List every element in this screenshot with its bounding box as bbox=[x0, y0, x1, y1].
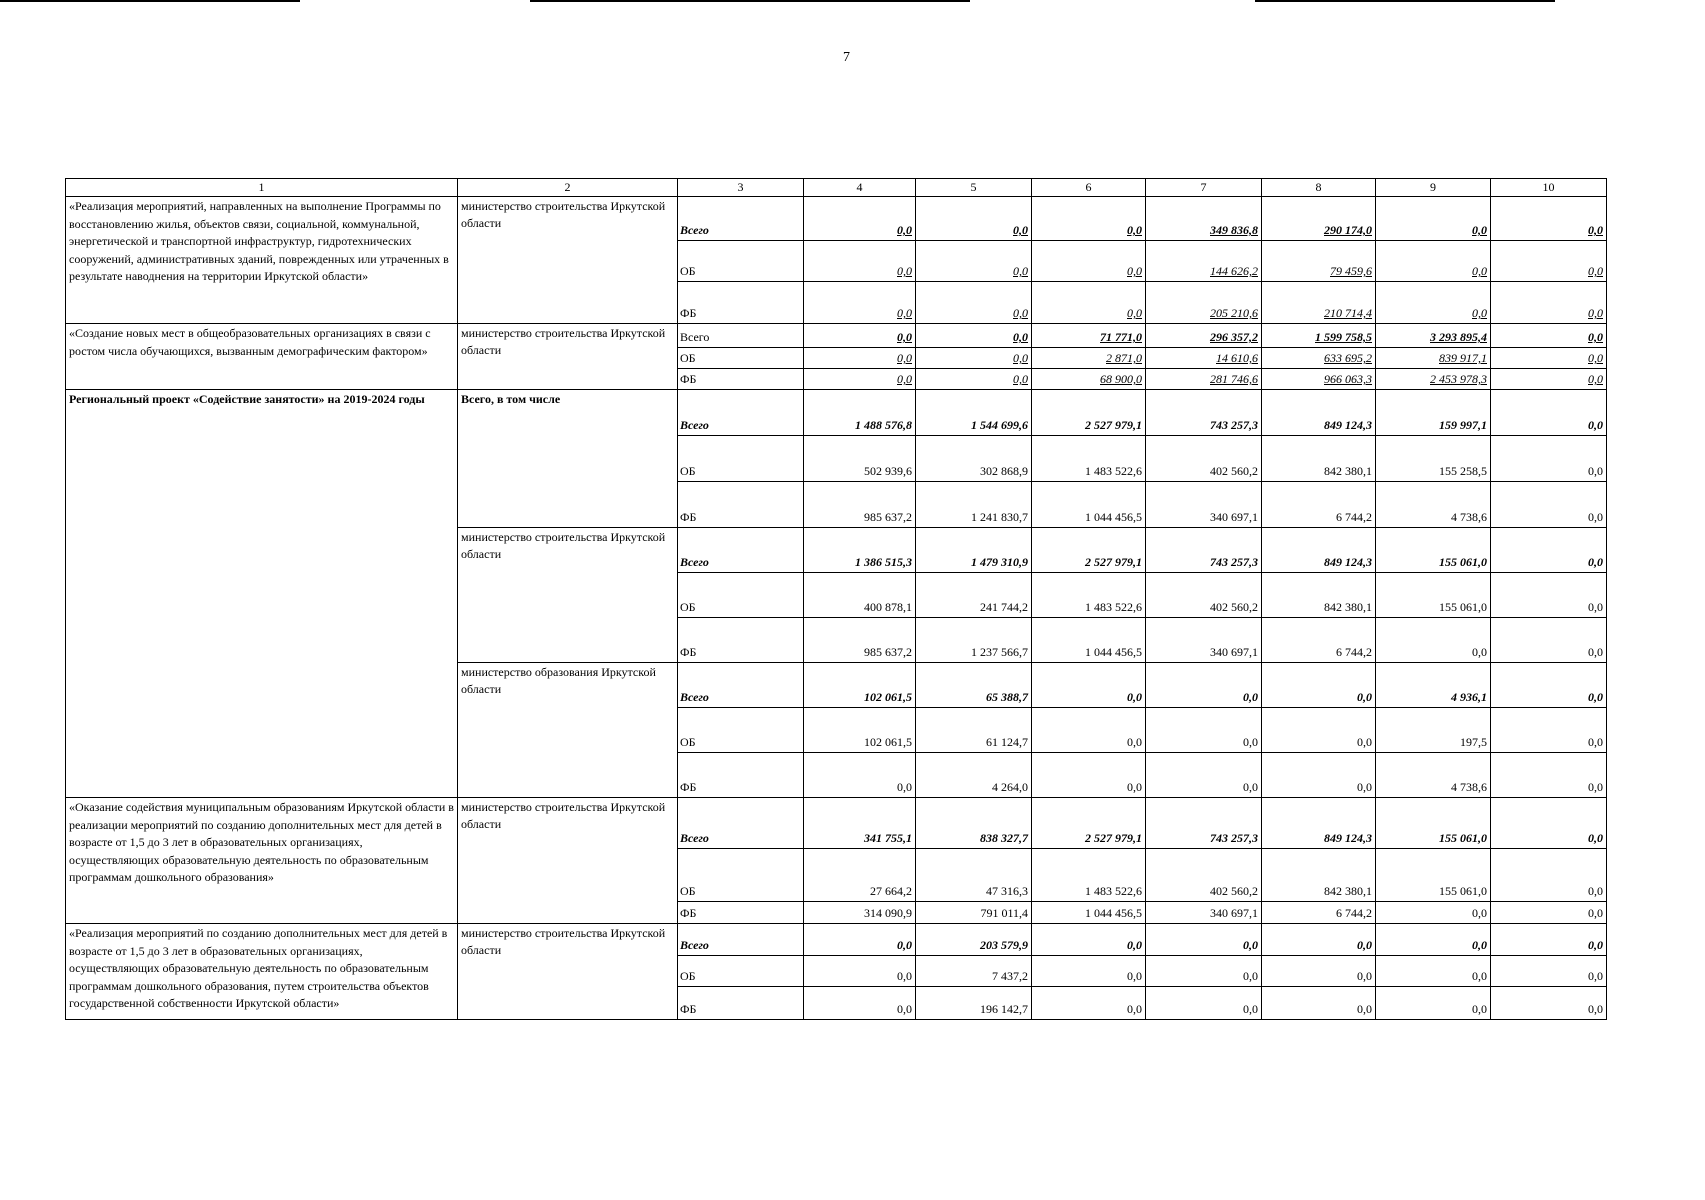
amount-cell: 0,0 bbox=[804, 753, 916, 798]
amount-cell: 0,0 bbox=[1491, 369, 1607, 390]
column-header: 3 bbox=[678, 179, 804, 197]
amount-cell: 2 453 978,3 bbox=[1376, 369, 1491, 390]
amount-cell: 0,0 bbox=[1146, 708, 1262, 753]
scan-edge-line bbox=[1255, 0, 1555, 2]
amount-cell: 0,0 bbox=[804, 241, 916, 282]
amount-cell: 849 124,3 bbox=[1262, 528, 1376, 573]
funding-source: ОБ bbox=[678, 436, 804, 482]
amount-cell: 6 744,2 bbox=[1262, 618, 1376, 663]
amount-cell: 0,0 bbox=[916, 369, 1032, 390]
amount-cell: 0,0 bbox=[1491, 956, 1607, 987]
amount-cell: 0,0 bbox=[1376, 241, 1491, 282]
table-row bbox=[66, 924, 1607, 956]
responsible-executor: министерство строительства Иркутской области bbox=[458, 324, 678, 390]
amount-cell: 14 610,6 bbox=[1146, 348, 1262, 369]
amount-cell: 1 483 522,6 bbox=[1032, 436, 1146, 482]
funding-source: ФБ bbox=[678, 282, 804, 324]
funding-source: ОБ bbox=[678, 573, 804, 618]
amount-cell: 400 878,1 bbox=[804, 573, 916, 618]
amount-cell: 0,0 bbox=[916, 348, 1032, 369]
amount-cell: 0,0 bbox=[1491, 663, 1607, 708]
responsible-executor: министерство строительства Иркутской области bbox=[458, 197, 678, 324]
scan-edge-line bbox=[530, 0, 970, 2]
amount-cell: 502 939,6 bbox=[804, 436, 916, 482]
funding-source: ОБ bbox=[678, 241, 804, 282]
funding-source: ФБ bbox=[678, 753, 804, 798]
funding-source: ФБ bbox=[678, 618, 804, 663]
amount-cell: 340 697,1 bbox=[1146, 618, 1262, 663]
amount-cell: 0,0 bbox=[1491, 708, 1607, 753]
amount-cell: 0,0 bbox=[1491, 798, 1607, 849]
amount-cell: 102 061,5 bbox=[804, 663, 916, 708]
amount-cell: 2 871,0 bbox=[1032, 348, 1146, 369]
funding-source: ФБ bbox=[678, 987, 804, 1020]
amount-cell: 0,0 bbox=[1032, 282, 1146, 324]
amount-cell: 0,0 bbox=[1146, 663, 1262, 708]
activity-description: «Оказание содействия муниципальным образованиям Иркутской области в реализации мероприятий по созданию дополнительных мест для детей в возрасте от 1,5 до 3 лет в образовательных организациях, осуществляющих образовательную деятельность по образовательным программам дошкольного образования» bbox=[66, 798, 458, 924]
responsible-executor: министерство строительства Иркутской области bbox=[458, 528, 678, 663]
amount-cell: 849 124,3 bbox=[1262, 798, 1376, 849]
amount-cell: 743 257,3 bbox=[1146, 390, 1262, 436]
funding-source: ФБ bbox=[678, 902, 804, 924]
amount-cell: 0,0 bbox=[1376, 197, 1491, 241]
amount-cell: 314 090,9 bbox=[804, 902, 916, 924]
amount-cell: 0,0 bbox=[1376, 282, 1491, 324]
amount-cell: 0,0 bbox=[1491, 282, 1607, 324]
funding-source: ФБ bbox=[678, 369, 804, 390]
amount-cell: 0,0 bbox=[804, 324, 916, 348]
amount-cell: 966 063,3 bbox=[1262, 369, 1376, 390]
amount-cell: 3 293 895,4 bbox=[1376, 324, 1491, 348]
amount-cell: 6 744,2 bbox=[1262, 482, 1376, 528]
amount-cell: 0,0 bbox=[916, 241, 1032, 282]
amount-cell: 71 771,0 bbox=[1032, 324, 1146, 348]
amount-cell: 0,0 bbox=[1491, 902, 1607, 924]
amount-cell: 1 044 456,5 bbox=[1032, 902, 1146, 924]
funding-source: Всего bbox=[678, 798, 804, 849]
amount-cell: 0,0 bbox=[1376, 956, 1491, 987]
amount-cell: 0,0 bbox=[1262, 708, 1376, 753]
amount-cell: 4 738,6 bbox=[1376, 482, 1491, 528]
amount-cell: 0,0 bbox=[804, 956, 916, 987]
amount-cell: 155 061,0 bbox=[1376, 849, 1491, 902]
column-header: 2 bbox=[458, 179, 678, 197]
amount-cell: 155 061,0 bbox=[1376, 573, 1491, 618]
amount-cell: 1 044 456,5 bbox=[1032, 618, 1146, 663]
amount-cell: 0,0 bbox=[1491, 924, 1607, 956]
amount-cell: 6 744,2 bbox=[1262, 902, 1376, 924]
funding-source: Всего bbox=[678, 528, 804, 573]
amount-cell: 0,0 bbox=[1376, 618, 1491, 663]
amount-cell: 0,0 bbox=[1146, 956, 1262, 987]
scan-edge-line bbox=[0, 0, 300, 2]
amount-cell: 0,0 bbox=[1491, 324, 1607, 348]
amount-cell: 0,0 bbox=[1032, 753, 1146, 798]
column-header: 6 bbox=[1032, 179, 1146, 197]
amount-cell: 0,0 bbox=[1491, 482, 1607, 528]
amount-cell: 0,0 bbox=[804, 987, 916, 1020]
amount-cell: 349 836,8 bbox=[1146, 197, 1262, 241]
activity-description: «Создание новых мест в общеобразовательных организациях в связи с ростом числа обучающихся, вызванным демографическим фактором» bbox=[66, 324, 458, 390]
amount-cell: 341 755,1 bbox=[804, 798, 916, 849]
table-row bbox=[66, 798, 1607, 849]
amount-cell: 210 714,4 bbox=[1262, 282, 1376, 324]
amount-cell: 1 241 830,7 bbox=[916, 482, 1032, 528]
amount-cell: 1 483 522,6 bbox=[1032, 573, 1146, 618]
amount-cell: 68 900,0 bbox=[1032, 369, 1146, 390]
amount-cell: 340 697,1 bbox=[1146, 482, 1262, 528]
page-number: 7 bbox=[843, 50, 850, 65]
amount-cell: 743 257,3 bbox=[1146, 798, 1262, 849]
funding-source: Всего bbox=[678, 197, 804, 241]
amount-cell: 0,0 bbox=[1262, 663, 1376, 708]
column-header: 9 bbox=[1376, 179, 1491, 197]
amount-cell: 144 626,2 bbox=[1146, 241, 1262, 282]
amount-cell: 842 380,1 bbox=[1262, 849, 1376, 902]
amount-cell: 839 917,1 bbox=[1376, 348, 1491, 369]
amount-cell: 203 579,9 bbox=[916, 924, 1032, 956]
funding-source: ОБ bbox=[678, 708, 804, 753]
amount-cell: 0,0 bbox=[1491, 528, 1607, 573]
amount-cell: 0,0 bbox=[1032, 241, 1146, 282]
amount-cell: 0,0 bbox=[1146, 753, 1262, 798]
amount-cell: 281 746,6 bbox=[1146, 369, 1262, 390]
table-row bbox=[66, 324, 1607, 348]
amount-cell: 0,0 bbox=[1491, 618, 1607, 663]
amount-cell: 0,0 bbox=[1032, 987, 1146, 1020]
amount-cell: 1 479 310,9 bbox=[916, 528, 1032, 573]
column-number-row bbox=[66, 179, 1607, 197]
amount-cell: 0,0 bbox=[804, 924, 916, 956]
amount-cell: 842 380,1 bbox=[1262, 436, 1376, 482]
amount-cell: 402 560,2 bbox=[1146, 573, 1262, 618]
amount-cell: 155 258,5 bbox=[1376, 436, 1491, 482]
amount-cell: 0,0 bbox=[1032, 708, 1146, 753]
amount-cell: 0,0 bbox=[1491, 573, 1607, 618]
responsible-executor: Всего, в том числе bbox=[458, 390, 678, 528]
amount-cell: 0,0 bbox=[1032, 663, 1146, 708]
amount-cell: 155 061,0 bbox=[1376, 528, 1491, 573]
amount-cell: 633 695,2 bbox=[1262, 348, 1376, 369]
column-header: 7 bbox=[1146, 179, 1262, 197]
column-header: 4 bbox=[804, 179, 916, 197]
amount-cell: 0,0 bbox=[1032, 924, 1146, 956]
amount-cell: 791 011,4 bbox=[916, 902, 1032, 924]
amount-cell: 0,0 bbox=[1491, 241, 1607, 282]
table-body bbox=[66, 179, 1607, 1020]
amount-cell: 159 997,1 bbox=[1376, 390, 1491, 436]
responsible-executor: министерство строительства Иркутской области bbox=[458, 924, 678, 1020]
amount-cell: 205 210,6 bbox=[1146, 282, 1262, 324]
amount-cell: 0,0 bbox=[804, 282, 916, 324]
amount-cell: 0,0 bbox=[804, 348, 916, 369]
amount-cell: 0,0 bbox=[1491, 390, 1607, 436]
funding-source: Всего bbox=[678, 924, 804, 956]
amount-cell: 0,0 bbox=[804, 197, 916, 241]
amount-cell: 402 560,2 bbox=[1146, 849, 1262, 902]
amount-cell: 1 483 522,6 bbox=[1032, 849, 1146, 902]
funding-source: Всего bbox=[678, 663, 804, 708]
amount-cell: 0,0 bbox=[1146, 987, 1262, 1020]
amount-cell: 27 664,2 bbox=[804, 849, 916, 902]
amount-cell: 1 386 515,3 bbox=[804, 528, 916, 573]
column-header: 10 bbox=[1491, 179, 1607, 197]
amount-cell: 65 388,7 bbox=[916, 663, 1032, 708]
amount-cell: 4 264,0 bbox=[916, 753, 1032, 798]
amount-cell: 241 744,2 bbox=[916, 573, 1032, 618]
activity-description: Региональный проект «Содействие занятости» на 2019-2024 годы bbox=[66, 390, 458, 798]
amount-cell: 0,0 bbox=[1376, 924, 1491, 956]
amount-cell: 1 544 699,6 bbox=[916, 390, 1032, 436]
amount-cell: 1 599 758,5 bbox=[1262, 324, 1376, 348]
amount-cell: 0,0 bbox=[1491, 849, 1607, 902]
amount-cell: 79 459,6 bbox=[1262, 241, 1376, 282]
table-row bbox=[66, 390, 1607, 436]
amount-cell: 1 237 566,7 bbox=[916, 618, 1032, 663]
amount-cell: 61 124,7 bbox=[916, 708, 1032, 753]
amount-cell: 0,0 bbox=[916, 197, 1032, 241]
amount-cell: 849 124,3 bbox=[1262, 390, 1376, 436]
amount-cell: 0,0 bbox=[1376, 987, 1491, 1020]
amount-cell: 0,0 bbox=[1262, 956, 1376, 987]
amount-cell: 0,0 bbox=[1491, 753, 1607, 798]
amount-cell: 155 061,0 bbox=[1376, 798, 1491, 849]
amount-cell: 2 527 979,1 bbox=[1032, 798, 1146, 849]
amount-cell: 2 527 979,1 bbox=[1032, 528, 1146, 573]
amount-cell: 0,0 bbox=[1032, 197, 1146, 241]
amount-cell: 1 044 456,5 bbox=[1032, 482, 1146, 528]
amount-cell: 0,0 bbox=[1262, 753, 1376, 798]
amount-cell: 0,0 bbox=[804, 369, 916, 390]
funding-source: ОБ bbox=[678, 849, 804, 902]
responsible-executor: министерство образования Иркутской области bbox=[458, 663, 678, 798]
amount-cell: 7 437,2 bbox=[916, 956, 1032, 987]
amount-cell: 102 061,5 bbox=[804, 708, 916, 753]
amount-cell: 0,0 bbox=[1262, 987, 1376, 1020]
funding-source: ОБ bbox=[678, 956, 804, 987]
amount-cell: 2 527 979,1 bbox=[1032, 390, 1146, 436]
funding-source: Всего bbox=[678, 390, 804, 436]
table-row bbox=[66, 197, 1607, 241]
amount-cell: 302 868,9 bbox=[916, 436, 1032, 482]
amount-cell: 0,0 bbox=[1491, 197, 1607, 241]
amount-cell: 0,0 bbox=[1262, 924, 1376, 956]
amount-cell: 196 142,7 bbox=[916, 987, 1032, 1020]
amount-cell: 0,0 bbox=[1491, 436, 1607, 482]
amount-cell: 743 257,3 bbox=[1146, 528, 1262, 573]
amount-cell: 0,0 bbox=[1146, 924, 1262, 956]
funding-source: Всего bbox=[678, 324, 804, 348]
amount-cell: 0,0 bbox=[1032, 956, 1146, 987]
amount-cell: 985 637,2 bbox=[804, 618, 916, 663]
amount-cell: 0,0 bbox=[1491, 987, 1607, 1020]
amount-cell: 4 738,6 bbox=[1376, 753, 1491, 798]
amount-cell: 402 560,2 bbox=[1146, 436, 1262, 482]
budget-table-wrapper bbox=[65, 178, 1606, 1020]
amount-cell: 985 637,2 bbox=[804, 482, 916, 528]
activity-description: «Реализация мероприятий по созданию дополнительных мест для детей в возрасте от 1,5 до 3 лет в образовательных организациях, осуществляющих образовательную деятельность по образовательным программам дошкольного образования, путем строительства объектов государственной собственности Иркутской области» bbox=[66, 924, 458, 1020]
amount-cell: 197,5 bbox=[1376, 708, 1491, 753]
funding-source: ОБ bbox=[678, 348, 804, 369]
funding-source: ФБ bbox=[678, 482, 804, 528]
column-header: 1 bbox=[66, 179, 458, 197]
amount-cell: 842 380,1 bbox=[1262, 573, 1376, 618]
responsible-executor: министерство строительства Иркутской области bbox=[458, 798, 678, 924]
amount-cell: 1 488 576,8 bbox=[804, 390, 916, 436]
amount-cell: 4 936,1 bbox=[1376, 663, 1491, 708]
amount-cell: 290 174,0 bbox=[1262, 197, 1376, 241]
amount-cell: 838 327,7 bbox=[916, 798, 1032, 849]
column-header: 8 bbox=[1262, 179, 1376, 197]
amount-cell: 0,0 bbox=[916, 324, 1032, 348]
budget-table bbox=[65, 178, 1607, 1020]
amount-cell: 340 697,1 bbox=[1146, 902, 1262, 924]
amount-cell: 47 316,3 bbox=[916, 849, 1032, 902]
amount-cell: 0,0 bbox=[1491, 348, 1607, 369]
amount-cell: 0,0 bbox=[1376, 902, 1491, 924]
amount-cell: 296 357,2 bbox=[1146, 324, 1262, 348]
column-header: 5 bbox=[916, 179, 1032, 197]
activity-description: «Реализация мероприятий, направленных на выполнение Программы по восстановлению жилья, объектов связи, социальной, коммунальной, энергетической и транспортной инфраструктур, гидротехнических сооружений, административных зданий, поврежденных или утраченных в результате наводнения на территории Иркутской области» bbox=[66, 197, 458, 324]
amount-cell: 0,0 bbox=[916, 282, 1032, 324]
